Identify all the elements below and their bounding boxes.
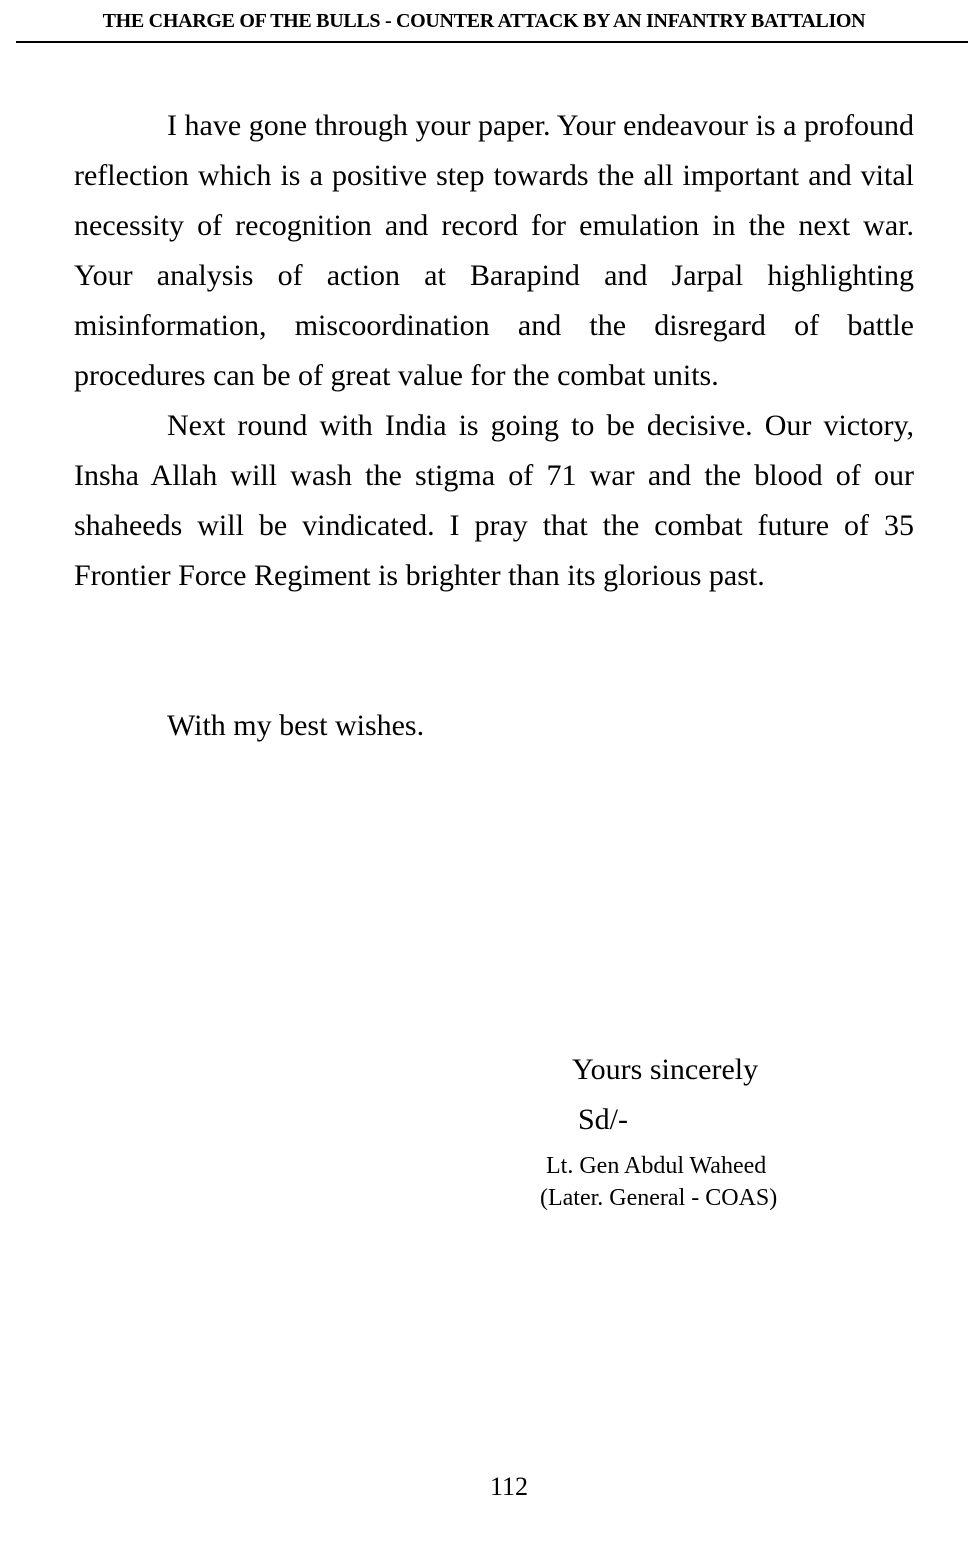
letter-body (74, 101, 914, 601)
paragraph-1: I have gone through your paper. Your endeavour is a profound reflection which is a positive step towards the all important and vital necessity of recognition and record for emulation in the next war. Your analysis of action at Barapind and Jarpal highlighting misinformation, miscoordination and the disregard of battle procedures can be of great value for the combat units. (74, 109, 914, 392)
paragraph-2: Next round with India is going to be decisive. Our victory, Insha Allah will wash the stigma of 71 war and the blood of our shaheeds will be vindicated. I pray that the combat future of 35 Frontier Force Regiment is brighter than its glorious past. (74, 409, 914, 592)
signed-mark: Sd/- (578, 1103, 629, 1136)
signatory-title: (Later. General - COAS) (540, 1185, 778, 1211)
signatory-name: Lt. Gen Abdul Waheed (546, 1153, 767, 1179)
closing-line: With my best wishes. (167, 709, 425, 742)
page-number: 112 (489, 1472, 529, 1501)
header-rule (16, 41, 968, 43)
running-header: THE CHARGE OF THE BULLS - COUNTER ATTACK BY AN INFANTRY BATTALION (102, 10, 866, 32)
valediction: Yours sincerely (572, 1053, 759, 1086)
